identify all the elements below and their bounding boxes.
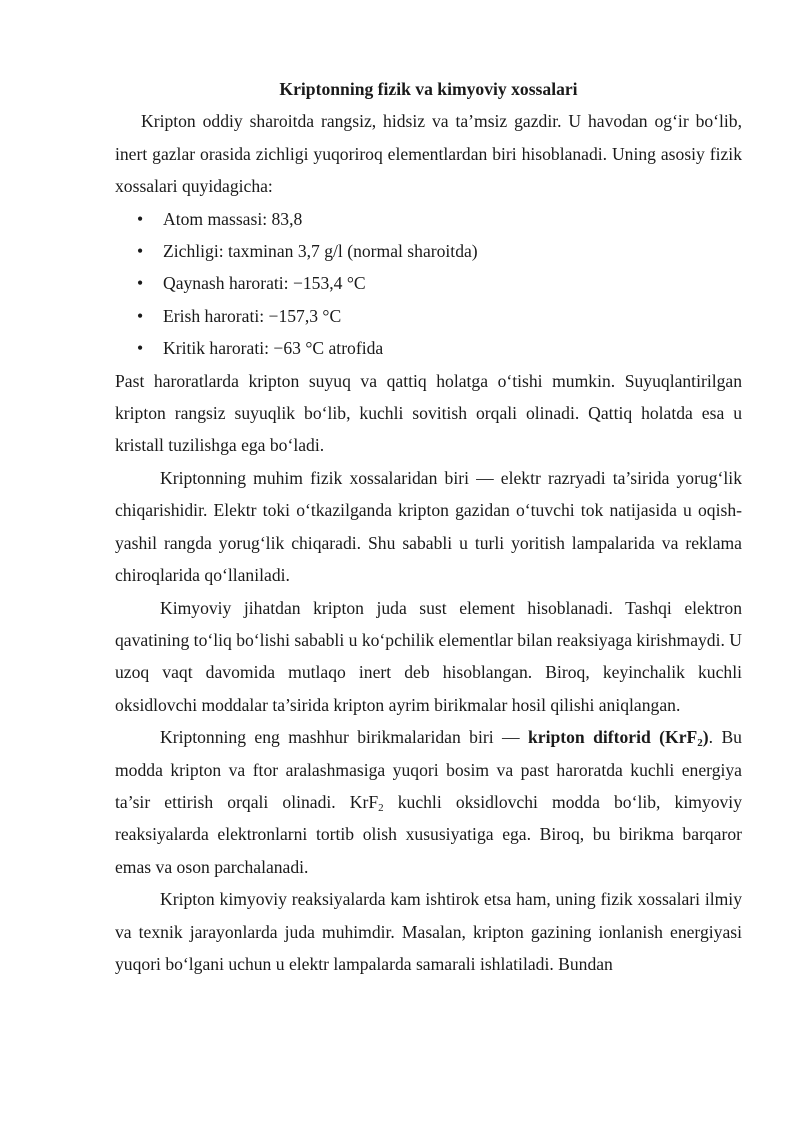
bullet-icon: • <box>137 305 144 326</box>
list-item <box>115 203 742 235</box>
krf2-subscript: 2 <box>697 737 703 750</box>
property-text: Zichligi: taxminan 3,7 g/l (normal sharoitda) <box>163 241 478 262</box>
krf2-name-text: kripton diftorid (KrF <box>528 727 698 748</box>
document-title: Kriptonning fizik va kimyoviy xossalari <box>279 79 578 99</box>
light-emission-paragraph: Kriptonning muhim fizik xossalaridan biri — elektr razryadi ta’sirida yorug‘lik chiqarishidir. Elektr toki o‘tkazilganda kripton gazidan o‘tuvchi tok natijasida u oqish-yashil rangda yorug‘lik chiqaradi. Shu sababli u turli yoritish lampalarida va reklama chiroqlarida qo‘llaniladi. <box>115 467 742 586</box>
bullet-icon: • <box>137 241 144 262</box>
krf2-bold-name <box>528 727 709 750</box>
document-page <box>115 73 742 980</box>
low-temperature-paragraph: Past haroratlarda kripton suyuq va qattiq holatga o‘tishi mumkin. Suyuqlantirilgan kripton rangsiz suyuqlik bo‘lib, kuchli sovitish orqali olinadi. Qattiq holatda esa u kristall tuzilishga ega bo‘ladi. <box>115 370 742 456</box>
properties-list <box>115 203 742 365</box>
bullet-icon: • <box>137 208 144 229</box>
chemistry-paragraph: Kimyoviy jihatdan kripton juda sust element hisoblanadi. Tashqi elektron qavatining to‘liq bo‘lishi sababli u ko‘pchilik elementlar bilan reaksiyaga kirishmaydi. U uzoq vaqt davomida mutlaqo inert deb hisoblangan. Biroq, keyinchalik kuchli oksidlovchi moddalar ta’sirida kripton ayrim birikmalar hosil qilishi aniqlangan. <box>115 597 742 715</box>
krf2-lead-text: Kriptonning eng mashhur birikmalaridan biri — <box>160 727 528 748</box>
intro-paragraph: Kripton oddiy sharoitda rangsiz, hidsiz va ta’msiz gazdir. U havodan og‘ir bo‘lib, inert gazlar orasida zichligi yuqoriroq elementlardan biri hisoblanadi. Uning asosiy fizik xossalari quyidagicha: <box>115 111 742 197</box>
krf2-paragraph <box>115 721 742 883</box>
property-text: Qaynash harorati: −153,4 °C <box>163 273 366 294</box>
final-paragraph: Kripton kimyoviy reaksiyalarda kam ishtirok etsa ham, uning fizik xossalari ilmiy va texnik jarayonlarda juda muhimdir. Masalan, kripton gazining ionlanish energiyasi yuqori bo‘lgani uchun u elektr lampalarda samarali ishlatiladi. Bundan <box>115 889 742 974</box>
krf2-close-paren: ) <box>702 727 709 748</box>
bullet-icon: • <box>137 338 144 359</box>
property-text: Kritik harorati: −63 °C atrofida <box>163 338 384 359</box>
property-text: Erish harorati: −157,3 °C <box>163 305 342 326</box>
krf2-rest-text: kuchli oksidlovchi modda bo‘lib, kimyoviy reaksiyalarda elektronlarni tortib olish xususiyatiga ega. Biroq, bu birikma barqaror emas va oson parchalanadi. <box>115 791 742 877</box>
krf2-formula-subscript: 2 <box>378 801 384 814</box>
property-text: Atom massasi: 83,8 <box>163 208 303 229</box>
list-item <box>115 332 742 364</box>
list-item <box>115 267 742 299</box>
list-item <box>115 300 742 332</box>
bullet-icon: • <box>137 273 144 294</box>
list-item <box>115 235 742 267</box>
krf2-body-text: . Bu modda kripton va ftor aralashmasiga yuqori bosim va past haroratda kuchli energiya ta’sir ettirish orqali olinadi. KrF <box>115 727 742 812</box>
